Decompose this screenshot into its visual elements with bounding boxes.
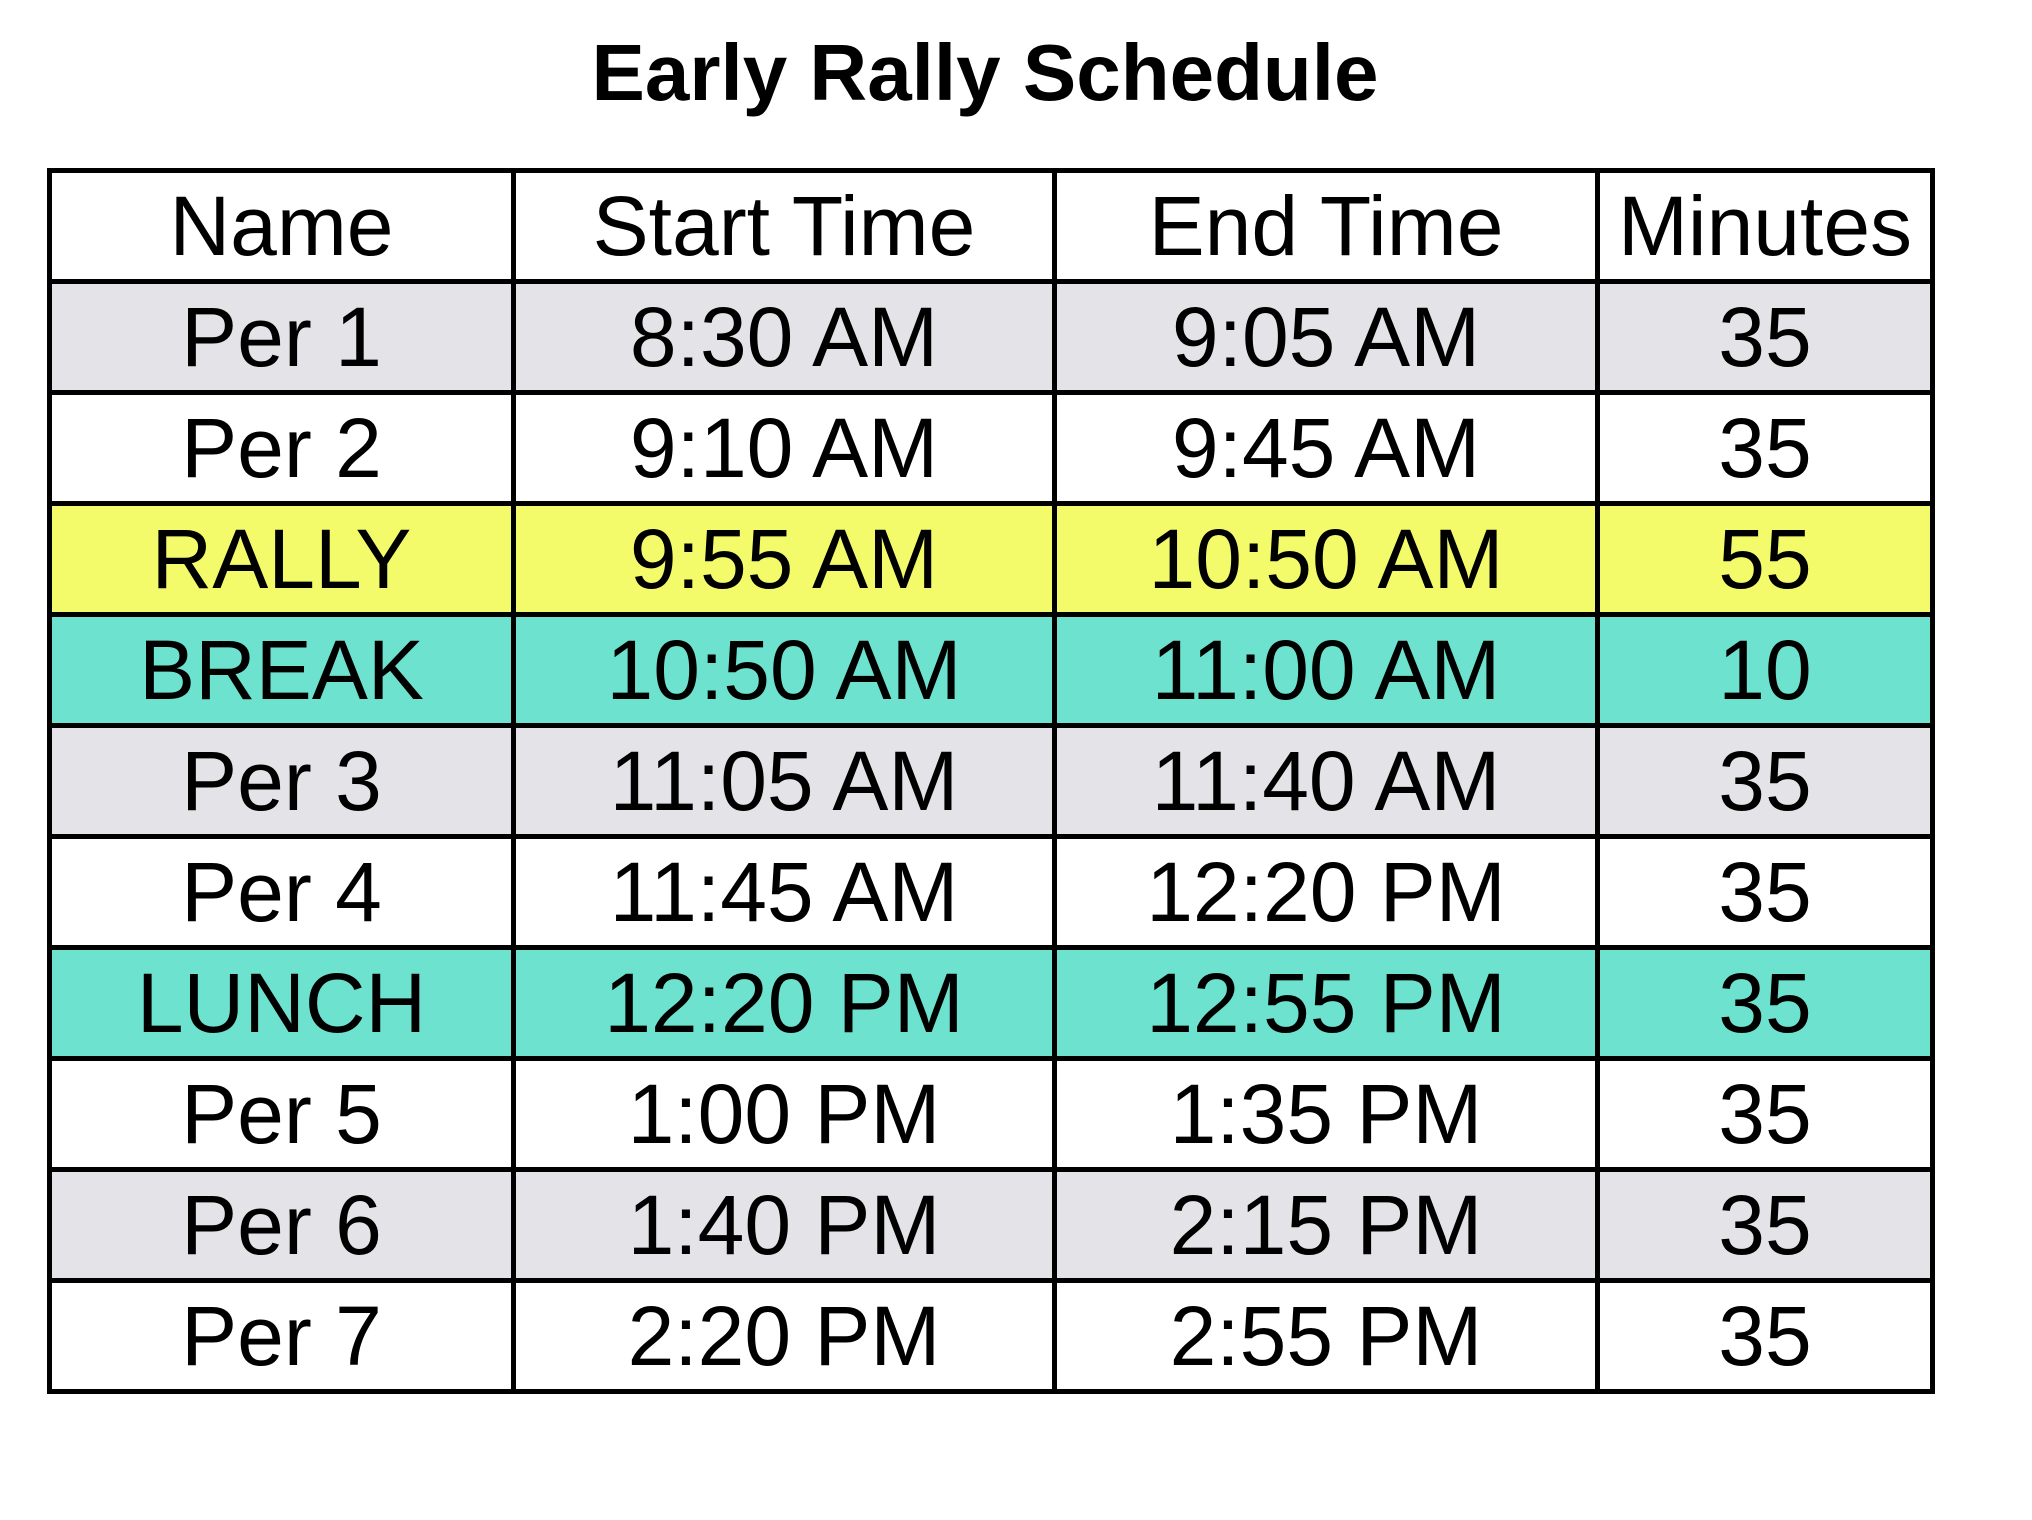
cell-minutes: 35 <box>1598 837 1933 948</box>
cell-name: Per 3 <box>50 726 514 837</box>
table-row <box>50 1059 1933 1170</box>
cell-end-time: 9:05 AM <box>1055 282 1598 393</box>
cell-start-time: 11:45 AM <box>514 837 1055 948</box>
table-row <box>50 948 1933 1059</box>
cell-end-time: 12:20 PM <box>1055 837 1598 948</box>
cell-name: Per 6 <box>50 1170 514 1281</box>
table-row <box>50 837 1933 948</box>
cell-minutes: 55 <box>1598 504 1933 615</box>
cell-minutes: 35 <box>1598 726 1933 837</box>
cell-start-time: 8:30 AM <box>514 282 1055 393</box>
header-end-time: End Time <box>1055 171 1598 282</box>
cell-end-time: 2:15 PM <box>1055 1170 1598 1281</box>
cell-name: RALLY <box>50 504 514 615</box>
cell-minutes: 35 <box>1598 1059 1933 1170</box>
table-row <box>50 726 1933 837</box>
header-minutes: Minutes <box>1598 171 1933 282</box>
cell-end-time: 11:00 AM <box>1055 615 1598 726</box>
cell-minutes: 10 <box>1598 615 1933 726</box>
header-name: Name <box>50 171 514 282</box>
cell-minutes: 35 <box>1598 282 1933 393</box>
cell-end-time: 10:50 AM <box>1055 504 1598 615</box>
table-row <box>50 1170 1933 1281</box>
header-row <box>50 171 1933 282</box>
cell-name: Per 7 <box>50 1281 514 1392</box>
cell-name: Per 1 <box>50 282 514 393</box>
cell-start-time: 1:40 PM <box>514 1170 1055 1281</box>
table-row <box>50 1281 1933 1392</box>
cell-start-time: 9:10 AM <box>514 393 1055 504</box>
cell-end-time: 9:45 AM <box>1055 393 1598 504</box>
cell-start-time: 11:05 AM <box>514 726 1055 837</box>
table-row <box>50 393 1933 504</box>
cell-end-time: 12:55 PM <box>1055 948 1598 1059</box>
table-row <box>50 282 1933 393</box>
cell-end-time: 1:35 PM <box>1055 1059 1598 1170</box>
cell-name: LUNCH <box>50 948 514 1059</box>
cell-name: Per 5 <box>50 1059 514 1170</box>
cell-minutes: 35 <box>1598 1281 1933 1392</box>
cell-name: Per 2 <box>50 393 514 504</box>
page-title: Early Rally Schedule <box>591 28 1379 117</box>
cell-name: Per 4 <box>50 837 514 948</box>
schedule-table <box>47 168 1935 1394</box>
table-row <box>50 615 1933 726</box>
cell-start-time: 12:20 PM <box>514 948 1055 1059</box>
cell-minutes: 35 <box>1598 948 1933 1059</box>
cell-minutes: 35 <box>1598 393 1933 504</box>
cell-start-time: 1:00 PM <box>514 1059 1055 1170</box>
cell-start-time: 10:50 AM <box>514 615 1055 726</box>
header-start-time: Start Time <box>514 171 1055 282</box>
cell-end-time: 11:40 AM <box>1055 726 1598 837</box>
cell-start-time: 9:55 AM <box>514 504 1055 615</box>
cell-name: BREAK <box>50 615 514 726</box>
table-row <box>50 504 1933 615</box>
cell-end-time: 2:55 PM <box>1055 1281 1598 1392</box>
cell-minutes: 35 <box>1598 1170 1933 1281</box>
cell-start-time: 2:20 PM <box>514 1281 1055 1392</box>
